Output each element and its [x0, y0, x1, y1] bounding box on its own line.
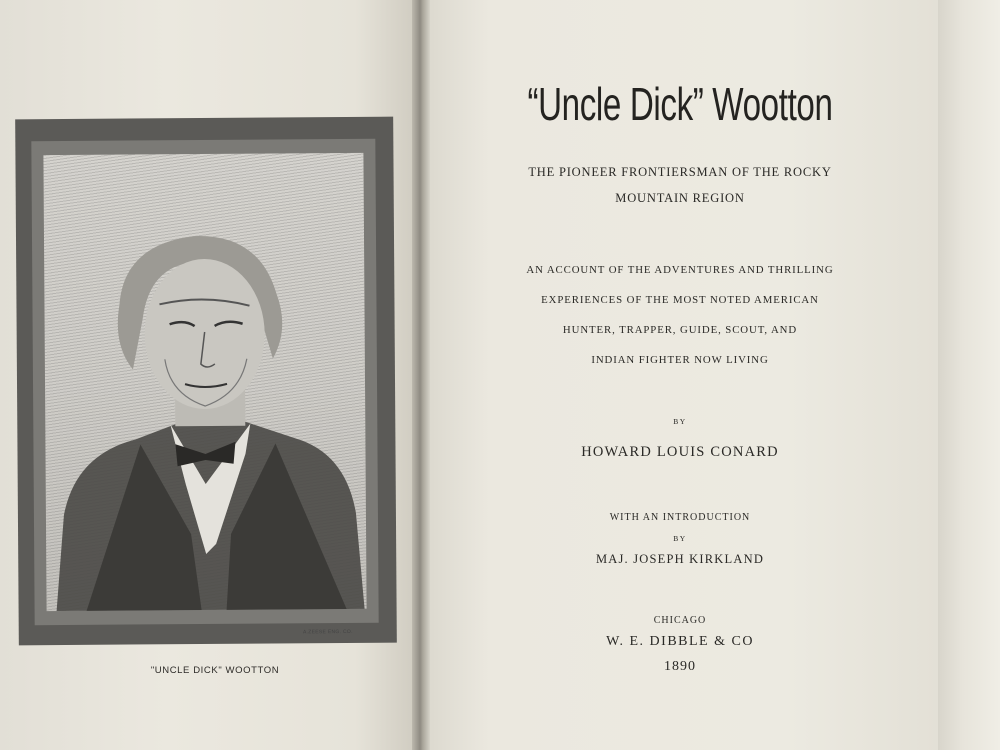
subtitle-line: THE PIONEER FRONTIERSMAN OF THE ROCKY	[528, 165, 832, 179]
by-label: BY	[673, 417, 687, 426]
portrait-mat	[31, 139, 378, 636]
subtitle-line: MOUNTAIN REGION	[615, 191, 745, 205]
description-line: AN ACCOUNT OF THE ADVENTURES AND THRILLING	[526, 264, 834, 276]
author-name: HOWARD LOUIS CONARD	[581, 444, 779, 460]
publication-year: 1890	[664, 659, 696, 674]
introducer-name: MAJ. JOSEPH KIRKLAND	[595, 552, 765, 566]
page-edge	[938, 0, 1000, 750]
portrait-frame	[15, 117, 397, 646]
engraver-mark: A.ZEESE ENG. CO.	[302, 628, 353, 636]
subtitle	[440, 159, 920, 211]
description-line: EXPERIENCES OF THE MOST NOTED AMERICAN	[541, 294, 819, 306]
description-line: INDIAN FIGHTER NOW LIVING	[591, 354, 769, 366]
description	[440, 255, 920, 375]
portrait-illustration	[43, 153, 366, 611]
publisher-name: W. E. DIBBLE & CO	[606, 634, 754, 649]
portrait-caption: "UNCLE DICK" WOOTTON	[150, 665, 280, 676]
book-gutter	[412, 0, 430, 750]
description-line: HUNTER, TRAPPER, GUIDE, SCOUT, AND	[562, 324, 798, 336]
book-title: “Uncle Dick” Wootton	[527, 78, 833, 130]
portrait-engraving	[43, 153, 366, 636]
introduction-label: WITH AN INTRODUCTION	[609, 512, 751, 523]
publisher-city: CHICAGO	[653, 615, 707, 626]
by-label-2: BY	[673, 534, 687, 543]
